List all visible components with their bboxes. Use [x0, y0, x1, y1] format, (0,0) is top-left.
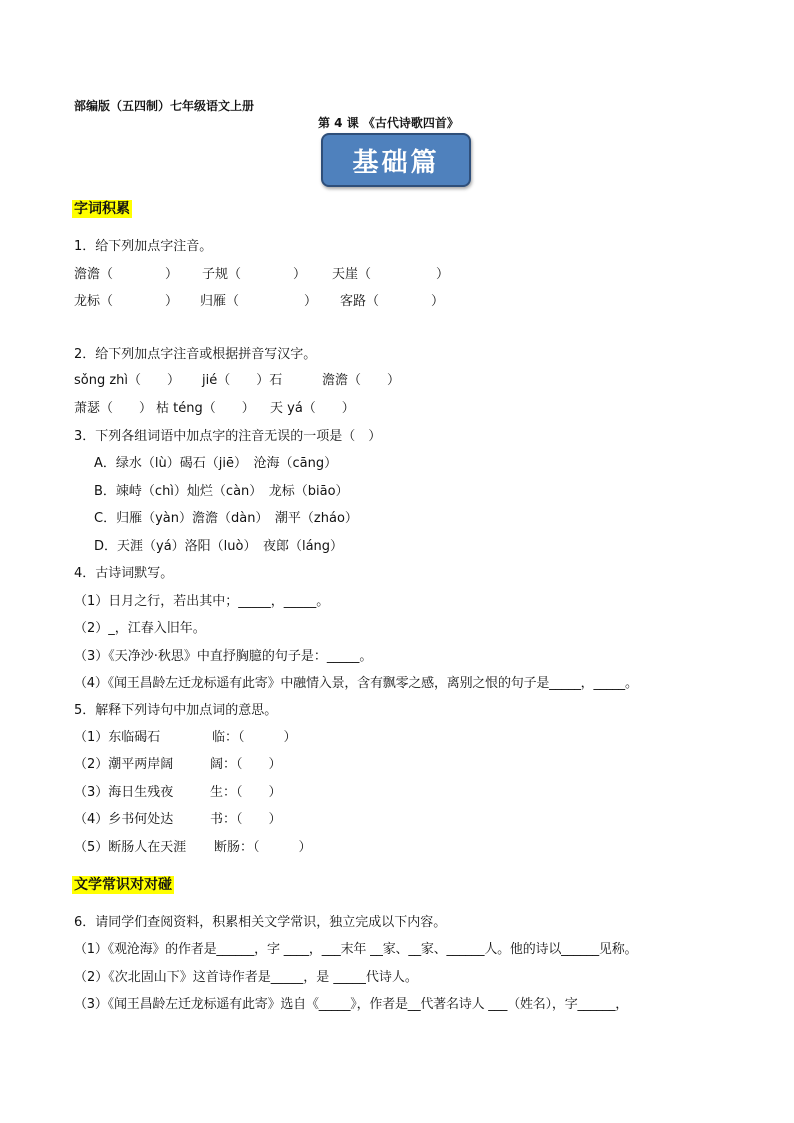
q6-item: （1）《观沧海》的作者是______，字 ____，___末年 __家、__家、______人。他的诗以______见称。 — [74, 942, 638, 957]
q5-line: （5）断肠人在天涯 — [74, 840, 187, 855]
q5-word: 断肠：（ ） — [214, 840, 312, 855]
section-literature-label: 文学常识对对碰 — [74, 877, 172, 893]
banner-label: 基础篇 — [352, 147, 440, 178]
q5-word: 临：（ ） — [212, 730, 297, 745]
q2-item: 天 yá（ ） — [270, 401, 355, 416]
q6-item: （3）《闻王昌龄左迁龙标遥有此寄》选自《_____》，作者是__代著名诗人 ___（姓名），字______， — [74, 997, 629, 1012]
q1-item: 澹澹（ ） — [74, 267, 179, 282]
q5-line: （4）乡书何处达 — [74, 812, 174, 827]
q4-item: （2）_，江春入旧年。 — [74, 621, 206, 636]
q5-line: （1）东临碣石 — [74, 730, 161, 745]
q3-option-a: A．绿水（lù）碣石（jiē） 沧海（cāng） — [94, 456, 338, 471]
q2-title: 2．给下列加点字注音或根据拼音写汉字。 — [74, 347, 317, 362]
q3-title: 3．下列各组词语中加点字的注音无误的一项是（ ） — [74, 429, 382, 444]
q2-item: sǒng zhì（ ） — [74, 373, 181, 388]
q5-word: 阔：（ ） — [210, 757, 282, 772]
q1-title: 1．给下列加点字注音。 — [74, 239, 213, 254]
q4-item: （4）《闻王昌龄左迁龙标遥有此寄》中融情入景，含有飘零之感，离别之恨的句子是_____，_____。 — [74, 676, 638, 691]
q5-word: 生：（ ） — [210, 785, 282, 800]
q2-item: 枯 téng（ ） — [156, 401, 255, 416]
section-literature — [72, 877, 174, 894]
q4-item: （1）日月之行，若出其中；_____，_____。 — [74, 594, 330, 609]
q2-item: 澹澹（ ） — [322, 373, 401, 388]
banner-basic — [321, 133, 471, 187]
lesson-title: 第 4 课 《古代诗歌四首》 — [318, 116, 459, 130]
q6-title: 6．请同学们查阅资料，积累相关文学常识，独立完成以下内容。 — [74, 915, 447, 930]
section-vocab-label: 字词积累 — [74, 201, 130, 217]
q3-option-d: D．天涯（yá）洛阳（luò） 夜郎（láng） — [94, 539, 344, 554]
q5-word: 书：（ ） — [210, 812, 282, 827]
q3-option-c: C．归雁（yàn）澹澹（dàn） 潮平（zháo） — [94, 511, 358, 526]
q6-item: （2）《次北固山下》这首诗作者是_____，是 _____代诗人。 — [74, 970, 418, 985]
q4-item: （3）《天净沙·秋思》中直抒胸臆的句子是：_____。 — [74, 649, 373, 664]
q1-item: 归雁（ ） — [200, 294, 318, 309]
q1-item: 客路（ ） — [340, 294, 445, 309]
book-title: 部编版（五四制）七年级语文上册 — [74, 99, 255, 113]
q1-item: 龙标（ ） — [74, 294, 179, 309]
q1-item: 子规（ ） — [202, 267, 307, 282]
q3-option-b: B．竦峙（chì）灿烂（càn） 龙标（biāo） — [94, 484, 349, 499]
q2-item: jié（ ）石 — [202, 373, 283, 388]
q5-title: 5．解释下列诗句中加点词的意思。 — [74, 703, 278, 718]
q5-line: （3）海日生残夜 — [74, 785, 174, 800]
q2-item: 萧瑟（ ） — [74, 401, 153, 416]
q4-title: 4．古诗词默写。 — [74, 566, 174, 581]
q1-item: 天崖（ ） — [332, 267, 450, 282]
section-vocab — [72, 201, 132, 218]
q5-line: （2）潮平两岸阔 — [74, 757, 174, 772]
